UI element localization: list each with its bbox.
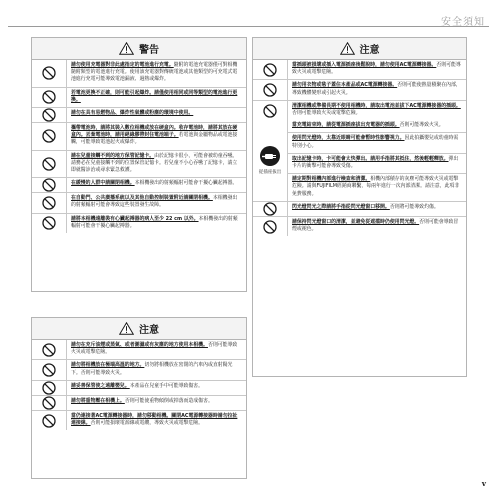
item-icon-cell (32, 214, 67, 233)
item-text (288, 202, 443, 216)
safety-item (253, 60, 466, 80)
safety-item (288, 120, 466, 133)
item-detail: 否則可能導致火災。 (399, 122, 444, 129)
prohibited-icon (42, 196, 56, 210)
item-text (67, 214, 246, 233)
safety-item (32, 108, 246, 123)
item-lead: 使用閃光燈時，太靠近眼睛可能會暫時性影響視力。 (292, 135, 405, 142)
caution-right-fuji-list (288, 120, 466, 201)
item-lead: 當插頭被損壞或插入電源插座後鬆脫時，請勿使用AC電源轉接器。 (292, 62, 437, 68)
caution-left-title: 注意 (139, 325, 159, 336)
caution-right-bottom-list (253, 202, 466, 236)
item-lead: 在緩慢的人群中請關閉相機。 (71, 180, 135, 187)
caution-right-header (253, 38, 466, 60)
unplug-caption: 從插座拔出 (258, 170, 282, 176)
prohibited-icon (263, 63, 277, 77)
item-text (67, 88, 246, 107)
item-icon-cell (32, 88, 67, 107)
item-lead: 清潔相機或準備長期不使用相機時，請取出電池並拔下AC電源轉接器的插頭。 (292, 102, 461, 109)
page-header-title: 安全須知 (441, 17, 485, 28)
safety-item (288, 154, 466, 174)
item-icon-cell (32, 108, 67, 122)
item-lead: 請定期對相機內部進行檢查和清潔。 (292, 176, 371, 183)
prohibited-icon (42, 414, 56, 428)
item-icon-cell (253, 217, 288, 236)
item-text (67, 108, 197, 122)
item-text (288, 101, 466, 120)
item-text (288, 217, 466, 236)
item-icon-cell (32, 411, 67, 430)
item-lead: 請勿將相機放在極端高溫的地方。 (71, 362, 145, 369)
item-text (67, 193, 246, 212)
item-lead: 請勿在充斥油煙或蒸氣、或者潮濕或有灰塵的地方使用本相機。 (71, 342, 208, 348)
item-text (67, 123, 246, 150)
safety-item (32, 340, 246, 360)
item-lead: 請保持閃光燈窗口的清潔，並避免從遮擋時仍使用閃光燈。 (292, 218, 420, 225)
item-detail: 因此拍攝嬰兒或幼童時需特別小心。 (292, 135, 459, 149)
item-lead: 閃光燈閃光之際請將手指從閃光燈窗口移開。 (292, 203, 390, 210)
unplug-cell (253, 120, 288, 201)
warning-triangle-icon (119, 42, 134, 55)
item-icon-cell (253, 60, 288, 79)
item-lead: 攜帶電池時，請將其裝入數位相機或放在硬盒內。收存電池時，請將其放在硬盒內。丟棄電池時，請用絕緣膠帶封住電池端子。 (71, 125, 238, 139)
safety-item (253, 202, 466, 217)
item-lead: 若電池更換不正確，則可能引起爆炸。請僅使用相同或同等類型的電池進行更換。 (71, 89, 238, 103)
item-lead: 取出記憶卡時，卡可能會太快彈出。請用手指將其抵住，然後輕輕釋放。 (292, 155, 449, 162)
item-lead: 請妥善保管使之遠離嬰兒。 (71, 382, 130, 389)
item-detail: 隨附的電池充電器僅可對相機隨附類型的電池進行充電。使用該充電器對傳統電池或其他類型的可充電式電池進行充電可能導致電池漏液、過熱或爆炸。 (71, 62, 238, 83)
item-icon-cell (253, 101, 288, 120)
item-detail: 相機內部積存的灰塵可能導致火災或電擊危險。請與FUJIFILM經銷商聯繫，每兩年進行一次內部清潔。請注意，此項非免費服務。 (292, 176, 460, 197)
warning-header (32, 38, 246, 60)
prohibited-icon (263, 202, 277, 216)
safety-item (253, 217, 466, 236)
item-icon-cell (32, 360, 67, 379)
item-icon-cell (32, 381, 67, 395)
item-detail: 彈出卡片的衝擊可能會導致受傷。 (292, 155, 459, 170)
safety-item (32, 360, 246, 380)
item-icon-cell (32, 396, 67, 410)
safety-item (32, 178, 246, 193)
item-text (67, 178, 241, 192)
prohibited-icon (42, 129, 56, 143)
item-text (67, 411, 246, 430)
prohibited-icon (263, 83, 277, 97)
safety-item (32, 60, 246, 88)
safety-item (253, 101, 466, 120)
prohibited-icon (42, 396, 56, 410)
item-lead: 當仍連接著AC電源轉接器時，請勿移動相機。關閉AC電源轉接器時請勿拉扯連接線。 (71, 412, 238, 427)
item-text (288, 80, 466, 99)
item-icon-cell (32, 178, 67, 192)
item-lead: 請勿在具有易燃物品、爆炸性氣體或粉塵的環境中使用。 (71, 110, 194, 117)
safety-item (32, 411, 246, 430)
item-detail: 本相機發出的射頻輻射可能會導致這些裝置發生故障。 (71, 195, 238, 209)
item-text (67, 360, 246, 379)
item-detail: 否則將可能導致灼傷。 (389, 203, 439, 210)
item-detail: 否則可能使熱量積聚在內部，導致機體變形或引起火災。 (292, 82, 461, 96)
prohibited-icon (42, 66, 56, 80)
item-text (67, 151, 246, 178)
item-icon-cell (32, 340, 67, 359)
item-text (288, 154, 466, 173)
prohibited-icon (42, 178, 56, 192)
safety-item (32, 396, 246, 411)
caution-left-header (32, 318, 246, 340)
safety-item (32, 123, 246, 151)
item-lead: 請勿用衣物或毯子蓋住本產品或AC電源轉接器。 (292, 82, 398, 89)
item-icon-cell (32, 123, 67, 150)
item-text (288, 60, 466, 79)
item-lead: 請在兒童接觸不到的地方保管記憶卡。 (71, 152, 155, 159)
prohibited-icon (263, 104, 277, 118)
caution-right-title: 注意 (359, 45, 380, 56)
unplug-plug-icon (259, 145, 281, 167)
safety-item (253, 80, 466, 100)
item-detail: 否則可能會導致冒煙或褪色。 (292, 218, 459, 233)
warning-panel (31, 37, 247, 292)
caution-left-list (32, 340, 246, 430)
warning-list (32, 60, 246, 233)
item-text (288, 120, 448, 132)
item-text (67, 381, 207, 395)
prohibited-icon (42, 157, 56, 171)
safety-item (32, 151, 246, 179)
safety-item (32, 214, 246, 233)
item-lead: 請勿使用充電器對非此處指定的電池進行充電。 (71, 62, 174, 68)
item-text (67, 396, 217, 410)
caution-right-fuji-group (253, 120, 466, 202)
prohibited-icon (42, 90, 56, 104)
item-lead: 當充電結束時，請從電源插座拔出充電器的插頭。 (292, 122, 400, 129)
item-lead: 在自動門、公共廣播系統以及其他自動控制裝置附近請關閉相機。 (71, 195, 213, 202)
caution-panel-left (31, 317, 247, 479)
item-detail: 否則可能使重物傾倒或掉落而造成傷害。 (124, 397, 213, 404)
prohibited-icon (42, 108, 56, 122)
page-number: v (481, 479, 486, 488)
header-rule (8, 26, 489, 27)
item-icon-cell (32, 193, 67, 212)
item-icon-cell (32, 151, 67, 178)
item-text (67, 340, 246, 359)
item-detail: 若電池與金屬物品或電池接觸，可能導致電池起火或爆炸。 (71, 132, 238, 146)
item-icon-cell (32, 60, 67, 87)
item-icon-cell (253, 80, 288, 99)
item-detail: 否則可能導致火災或電擊危險。 (292, 62, 461, 76)
caution-right-top-list (253, 60, 466, 120)
safety-item (32, 193, 246, 213)
item-text (67, 60, 246, 87)
safety-item (32, 88, 246, 108)
safety-item (288, 133, 466, 153)
item-detail: 切勿將相機放在密閉的汽車內或直射陽光下。否則可能導致火災。 (71, 362, 233, 376)
prohibited-icon (42, 381, 56, 395)
safety-item (288, 174, 466, 201)
item-detail: 否則可能導致火災或電擊危險。 (292, 110, 361, 117)
safety-item (32, 381, 246, 396)
item-detail: 否則可能導致火災或電擊危險。 (71, 342, 238, 356)
item-detail: 否則可能損壞電源線或電纜，導致火災或電擊危險。 (90, 420, 204, 427)
item-text (288, 174, 466, 201)
caution-panel-right (252, 37, 467, 377)
item-lead: 請將本相機遠離裝有心臟起搏器的病人至少 22 cm 以外。 (71, 215, 199, 222)
warning-title: 警告 (139, 45, 159, 56)
item-lead: 請勿將重物壓在相機上。 (71, 397, 125, 404)
item-detail: 本產品在兒童手中可能導致傷害。 (129, 382, 204, 389)
item-icon-cell (253, 202, 288, 216)
prohibited-icon (42, 363, 56, 377)
prohibited-icon (263, 220, 277, 234)
item-text (288, 133, 466, 152)
item-detail: 本相機發出的射頻輻射可能會干擾心臟起搏器。 (71, 215, 238, 229)
caution-triangle-icon (119, 322, 134, 335)
prohibited-icon (42, 216, 56, 230)
item-detail: 由於記憶卡很小，可能會被幼童吞嚥。請務必在兒童接觸不到的位置保管記憶卡。若兒童不小心吞嚥了記憶卡，請立即就醫診治或尋求緊急救護。 (71, 152, 238, 174)
prohibited-icon (42, 343, 56, 357)
item-detail: 本相機發出的射頻輻射可能會干擾心臟起搏器。 (134, 180, 238, 187)
caution-triangle-icon (340, 42, 355, 55)
